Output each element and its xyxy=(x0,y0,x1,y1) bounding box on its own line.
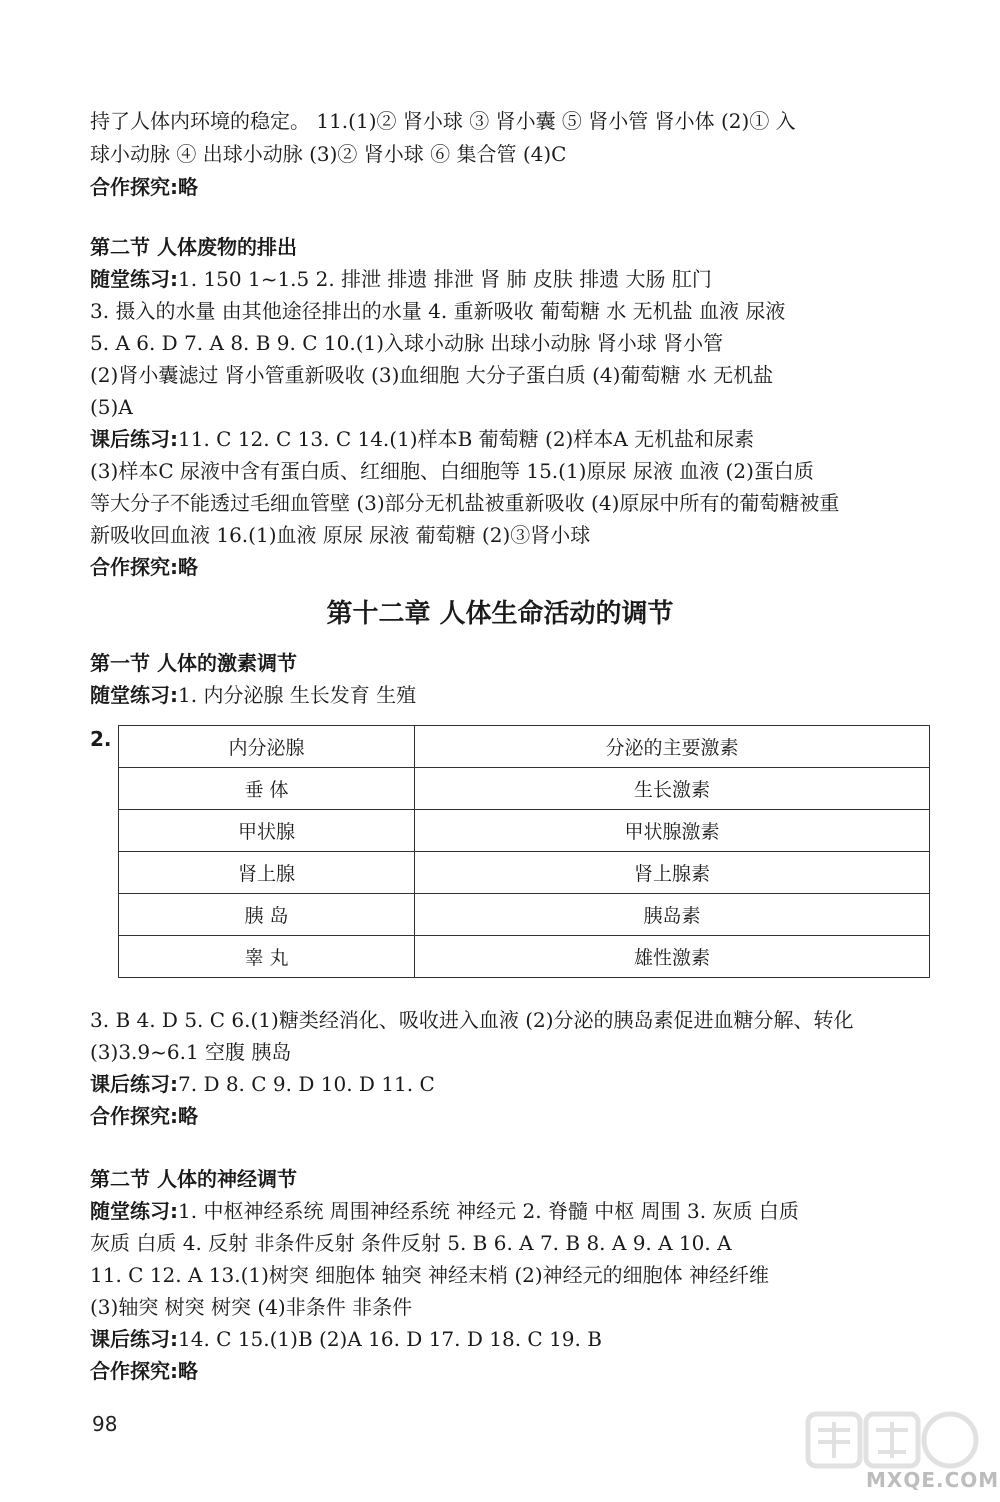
question-number: 2. xyxy=(90,727,112,751)
text-line: 3. 摄入的水量 由其他途径排出的水量 4. 重新吸收 葡萄糖 水 无机盐 血液 尿液 xyxy=(90,299,786,323)
text-line: 新吸收回血液 16.(1)血液 原尿 尿液 葡萄糖 (2)③肾小球 xyxy=(90,523,591,547)
section-title: 第一节 人体的激素调节 xyxy=(90,651,297,675)
text-line xyxy=(90,424,930,454)
watermark-text: MXQE.COM xyxy=(866,1468,1000,1492)
after-class-text: 14. C 15.(1)B (2)A 16. D 17. D 18. C 19. B xyxy=(178,1327,602,1351)
table-header: 分泌的主要激素 xyxy=(414,726,929,768)
text-line: (3)样本C 尿液中含有蛋白质、红细胞、白细胞等 15.(1)原尿 尿液 血液 (2)蛋白质 xyxy=(90,459,814,483)
table-cell: 雄性激素 xyxy=(414,936,929,978)
coop-text: 略 xyxy=(178,1359,198,1383)
text-line: 3. B 4. D 5. C 6.(1)糖类经消化、吸收进入血液 (2)分泌的胰岛素促进血糖分解、转化 xyxy=(90,1008,854,1032)
coop-line xyxy=(90,1356,930,1386)
hormone-table xyxy=(118,725,930,978)
table-cell: 肾上腺 xyxy=(119,852,415,894)
table-cell: 垂 体 xyxy=(119,768,415,810)
practice-label: 随堂练习: xyxy=(90,267,178,291)
coop-line xyxy=(90,1101,930,1131)
text-line: (5)A xyxy=(90,395,133,419)
table-cell: 生长激素 xyxy=(414,768,929,810)
practice-label: 随堂练习: xyxy=(90,1199,178,1223)
text-line: 等大分子不能透过毛细血管壁 (3)部分无机盐被重新吸收 (4)原尿中所有的葡萄糖被重 xyxy=(90,491,840,515)
table-cell: 胰岛素 xyxy=(414,894,929,936)
after-class-label: 课后练习: xyxy=(90,1072,178,1096)
coop-label: 合作探究: xyxy=(90,555,178,579)
text-line xyxy=(90,1196,930,1226)
coop-text: 略 xyxy=(178,555,198,579)
coop-text: 略 xyxy=(178,1104,198,1128)
text-line: (3)轴突 树突 树突 (4)非条件 非条件 xyxy=(90,1295,413,1319)
after-class-text: 7. D 8. C 9. D 10. D 11. C xyxy=(178,1072,435,1096)
table-row xyxy=(119,936,930,978)
practice-text: 1. 内分泌腺 生长发育 生殖 xyxy=(178,683,417,707)
table-cell: 睾 丸 xyxy=(119,936,415,978)
text-line xyxy=(90,1069,930,1099)
practice-label: 随堂练习: xyxy=(90,683,178,707)
coop-label: 合作探究: xyxy=(90,1359,178,1383)
table-header: 内分泌腺 xyxy=(119,726,415,768)
section-title: 第二节 人体废物的排出 xyxy=(90,235,297,259)
text-line xyxy=(90,680,930,710)
text-line: 5. A 6. D 7. A 8. B 9. C 10.(1)入球小动脉 出球小动脉 肾小球 肾小管 xyxy=(90,331,724,355)
text-line: 球小动脉 ④ 出球小动脉 (3)② 肾小球 ⑥ 集合管 (4)C xyxy=(90,142,567,166)
practice-text: 1. 150 1~1.5 2. 排泄 排遗 排泄 肾 肺 皮肤 排遗 大肠 肛门 xyxy=(178,267,712,291)
table-cell: 胰 岛 xyxy=(119,894,415,936)
table-cell: 甲状腺激素 xyxy=(414,810,929,852)
coop-label: 合作探究: xyxy=(90,175,178,199)
text-line: (2)肾小囊滤过 肾小管重新吸收 (3)血细胞 大分子蛋白质 (4)葡萄糖 水 无机盐 xyxy=(90,363,774,387)
table-cell: 甲状腺 xyxy=(119,810,415,852)
table-row xyxy=(119,852,930,894)
coop-line xyxy=(90,172,930,202)
table-header-row xyxy=(119,726,930,768)
section-title: 第二节 人体的神经调节 xyxy=(90,1167,297,1191)
text-line xyxy=(90,1324,930,1354)
text-line: 11. C 12. A 13.(1)树突 细胞体 轴突 神经末梢 (2)神经元的细胞体 神经纤维 xyxy=(90,1263,770,1287)
table-cell: 肾上腺素 xyxy=(414,852,929,894)
table-row xyxy=(119,810,930,852)
text-line: 灰质 白质 4. 反射 非条件反射 条件反射 5. B 6. A 7. B 8. A 9. A 10. A xyxy=(90,1231,732,1255)
practice-text: 1. 中枢神经系统 周围神经系统 神经元 2. 脊髓 中枢 周围 3. 灰质 白质 xyxy=(178,1199,799,1223)
text-line: (3)3.9~6.1 空腹 胰岛 xyxy=(90,1040,292,1064)
table-row xyxy=(119,894,930,936)
after-class-text: 11. C 12. C 13. C 14.(1)样本B 葡萄糖 (2)样本A 无机盐和尿素 xyxy=(178,427,755,451)
after-class-label: 课后练习: xyxy=(90,1327,178,1351)
coop-text: 略 xyxy=(178,175,198,199)
coop-line xyxy=(90,552,930,582)
coop-label: 合作探究: xyxy=(90,1104,178,1128)
page-number: 98 xyxy=(92,1412,118,1436)
text-line xyxy=(90,264,930,294)
chapter-title: 第十二章 人体生命活动的调节 xyxy=(326,599,674,629)
after-class-label: 课后练习: xyxy=(90,427,178,451)
table-row xyxy=(119,768,930,810)
text-line: 持了人体内环境的稳定。 11.(1)② 肾小球 ③ 肾小囊 ⑤ 肾小管 肾小体 (2)① 入 xyxy=(90,109,796,133)
